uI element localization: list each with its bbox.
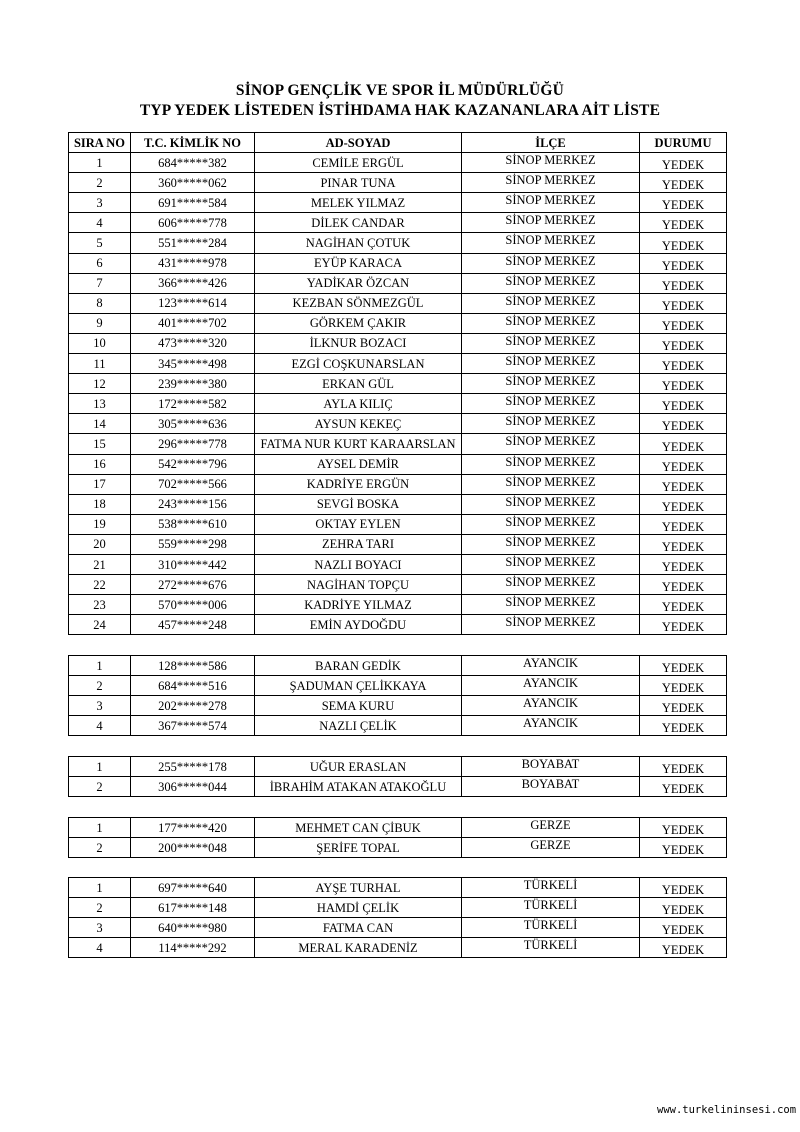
cell-ad-soyad: NAGİHAN ÇOTUK xyxy=(255,233,462,253)
table-row xyxy=(69,193,727,213)
table-row xyxy=(69,213,727,233)
cell-tc-kimlik-no: 128*****586 xyxy=(131,656,255,676)
cell-sira-no: 1 xyxy=(69,153,131,173)
cell-tc-kimlik-no: 542*****796 xyxy=(131,454,255,474)
cell-tc-kimlik-no: 551*****284 xyxy=(131,233,255,253)
table-ayancik xyxy=(68,655,727,736)
cell-durumu: YEDEK xyxy=(640,676,727,696)
cell-sira-no: 1 xyxy=(69,757,131,777)
cell-tc-kimlik-no: 702*****566 xyxy=(131,474,255,494)
cell-durumu: YEDEK xyxy=(640,716,727,736)
table-row xyxy=(69,354,727,374)
cell-durumu: YEDEK xyxy=(640,898,727,918)
cell-ad-soyad: EMİN AYDOĞDU xyxy=(255,615,462,635)
cell-ad-soyad: ŞERİFE TOPAL xyxy=(255,838,462,858)
header-sira-no: SIRA NO xyxy=(69,133,131,153)
cell-tc-kimlik-no: 239*****380 xyxy=(131,374,255,394)
cell-durumu: YEDEK xyxy=(640,615,727,635)
cell-sira-no: 2 xyxy=(69,173,131,193)
cell-tc-kimlik-no: 255*****178 xyxy=(131,757,255,777)
cell-durumu: YEDEK xyxy=(640,374,727,394)
cell-tc-kimlik-no: 360*****062 xyxy=(131,173,255,193)
cell-tc-kimlik-no: 401*****702 xyxy=(131,313,255,333)
document-title: SİNOP GENÇLİK VE SPOR İL MÜDÜRLÜĞÜ xyxy=(235,82,565,99)
cell-durumu: YEDEK xyxy=(640,534,727,554)
cell-tc-kimlik-no: 305*****636 xyxy=(131,414,255,434)
cell-sira-no: 4 xyxy=(69,213,131,233)
table-row xyxy=(69,153,727,173)
cell-ilce: SİNOP MERKEZ xyxy=(462,534,640,554)
cell-ad-soyad: KEZBAN SÖNMEZGÜL xyxy=(255,293,462,313)
cell-ad-soyad: CEMİLE ERGÜL xyxy=(255,153,462,173)
cell-durumu: YEDEK xyxy=(640,273,727,293)
cell-ilce: AYANCIK xyxy=(462,716,640,736)
cell-tc-kimlik-no: 306*****044 xyxy=(131,777,255,797)
cell-durumu: YEDEK xyxy=(640,293,727,313)
cell-sira-no: 19 xyxy=(69,514,131,534)
cell-ad-soyad: AYSUN KEKEÇ xyxy=(255,414,462,434)
header-row xyxy=(69,133,727,153)
cell-ilce: SİNOP MERKEZ xyxy=(462,153,640,173)
cell-durumu: YEDEK xyxy=(640,696,727,716)
cell-ilce: SİNOP MERKEZ xyxy=(462,615,640,635)
cell-ad-soyad: ŞADUMAN ÇELİKKAYA xyxy=(255,676,462,696)
header-tc-kimlik-no: T.C. KİMLİK NO xyxy=(131,133,255,153)
table-row xyxy=(69,273,727,293)
cell-durumu: YEDEK xyxy=(640,313,727,333)
cell-ad-soyad: MELEK YILMAZ xyxy=(255,193,462,213)
table-row xyxy=(69,595,727,615)
cell-tc-kimlik-no: 640*****980 xyxy=(131,918,255,938)
cell-sira-no: 2 xyxy=(69,838,131,858)
cell-ad-soyad: AYŞE TURHAL xyxy=(255,878,462,898)
cell-ilce: TÜRKELİ xyxy=(462,938,640,958)
table-row xyxy=(69,434,727,454)
cell-tc-kimlik-no: 177*****420 xyxy=(131,818,255,838)
cell-sira-no: 9 xyxy=(69,313,131,333)
cell-sira-no: 3 xyxy=(69,918,131,938)
cell-durumu: YEDEK xyxy=(640,514,727,534)
cell-sira-no: 18 xyxy=(69,494,131,514)
header-durumu: DURUMU xyxy=(640,133,727,153)
cell-sira-no: 2 xyxy=(69,777,131,797)
cell-ilce: SİNOP MERKEZ xyxy=(462,173,640,193)
table-row xyxy=(69,818,727,838)
cell-sira-no: 3 xyxy=(69,193,131,213)
table-turkeli xyxy=(68,877,727,958)
table-row xyxy=(69,777,727,797)
cell-tc-kimlik-no: 684*****516 xyxy=(131,676,255,696)
cell-ad-soyad: EYÜP KARACA xyxy=(255,253,462,273)
cell-ad-soyad: NAGİHAN TOPÇU xyxy=(255,575,462,595)
header-ilce: İLÇE xyxy=(462,133,640,153)
table-row xyxy=(69,938,727,958)
cell-tc-kimlik-no: 310*****442 xyxy=(131,554,255,574)
cell-ad-soyad: OKTAY EYLEN xyxy=(255,514,462,534)
cell-tc-kimlik-no: 296*****778 xyxy=(131,434,255,454)
cell-ad-soyad: KADRİYE ERGÜN xyxy=(255,474,462,494)
cell-ad-soyad: ZEHRA TARI xyxy=(255,534,462,554)
cell-tc-kimlik-no: 272*****676 xyxy=(131,575,255,595)
cell-durumu: YEDEK xyxy=(640,818,727,838)
cell-durumu: YEDEK xyxy=(640,494,727,514)
cell-ilce: BOYABAT xyxy=(462,777,640,797)
cell-ad-soyad: BARAN GEDİK xyxy=(255,656,462,676)
cell-sira-no: 14 xyxy=(69,414,131,434)
cell-ad-soyad: NAZLI ÇELİK xyxy=(255,716,462,736)
cell-durumu: YEDEK xyxy=(640,434,727,454)
cell-ilce: SİNOP MERKEZ xyxy=(462,434,640,454)
table-row xyxy=(69,173,727,193)
table-row xyxy=(69,474,727,494)
table-row xyxy=(69,696,727,716)
cell-sira-no: 6 xyxy=(69,253,131,273)
cell-ilce: AYANCIK xyxy=(462,656,640,676)
cell-ad-soyad: MERAL KARADENİZ xyxy=(255,938,462,958)
cell-sira-no: 1 xyxy=(69,818,131,838)
cell-sira-no: 24 xyxy=(69,615,131,635)
cell-durumu: YEDEK xyxy=(640,777,727,797)
cell-durumu: YEDEK xyxy=(640,595,727,615)
cell-ad-soyad: UĞUR ERASLAN xyxy=(255,757,462,777)
table-row xyxy=(69,494,727,514)
document-subtitle: TYP YEDEK LİSTEDEN İSTİHDAMA HAK KAZANANLARA AİT LİSTE xyxy=(139,102,661,119)
cell-sira-no: 13 xyxy=(69,394,131,414)
cell-ilce: SİNOP MERKEZ xyxy=(462,394,640,414)
cell-tc-kimlik-no: 367*****574 xyxy=(131,716,255,736)
cell-tc-kimlik-no: 538*****610 xyxy=(131,514,255,534)
cell-durumu: YEDEK xyxy=(640,394,727,414)
cell-tc-kimlik-no: 345*****498 xyxy=(131,354,255,374)
cell-sira-no: 16 xyxy=(69,454,131,474)
cell-durumu: YEDEK xyxy=(640,333,727,353)
cell-tc-kimlik-no: 457*****248 xyxy=(131,615,255,635)
cell-tc-kimlik-no: 172*****582 xyxy=(131,394,255,414)
cell-sira-no: 5 xyxy=(69,233,131,253)
cell-ilce: SİNOP MERKEZ xyxy=(462,414,640,434)
cell-sira-no: 3 xyxy=(69,696,131,716)
cell-durumu: YEDEK xyxy=(640,173,727,193)
cell-durumu: YEDEK xyxy=(640,838,727,858)
cell-durumu: YEDEK xyxy=(640,554,727,574)
cell-ad-soyad: FATMA CAN xyxy=(255,918,462,938)
cell-ilce: GERZE xyxy=(462,838,640,858)
cell-durumu: YEDEK xyxy=(640,193,727,213)
cell-ilce: SİNOP MERKEZ xyxy=(462,595,640,615)
cell-ad-soyad: AYSEL DEMİR xyxy=(255,454,462,474)
cell-tc-kimlik-no: 114*****292 xyxy=(131,938,255,958)
cell-ilce: TÜRKELİ xyxy=(462,878,640,898)
table-row xyxy=(69,253,727,273)
table-row xyxy=(69,676,727,696)
cell-ad-soyad: HAMDİ ÇELİK xyxy=(255,898,462,918)
table-row xyxy=(69,656,727,676)
cell-ad-soyad: NAZLI BOYACI xyxy=(255,554,462,574)
cell-sira-no: 4 xyxy=(69,938,131,958)
cell-durumu: YEDEK xyxy=(640,213,727,233)
cell-sira-no: 15 xyxy=(69,434,131,454)
table-row xyxy=(69,575,727,595)
table-boyabat xyxy=(68,756,727,797)
cell-durumu: YEDEK xyxy=(640,454,727,474)
cell-ad-soyad: AYLA KILIÇ xyxy=(255,394,462,414)
cell-ilce: SİNOP MERKEZ xyxy=(462,514,640,534)
table-row xyxy=(69,918,727,938)
cell-sira-no: 1 xyxy=(69,878,131,898)
cell-sira-no: 21 xyxy=(69,554,131,574)
cell-tc-kimlik-no: 570*****006 xyxy=(131,595,255,615)
cell-durumu: YEDEK xyxy=(640,757,727,777)
cell-tc-kimlik-no: 431*****978 xyxy=(131,253,255,273)
cell-ilce: SİNOP MERKEZ xyxy=(462,374,640,394)
table-row xyxy=(69,615,727,635)
cell-durumu: YEDEK xyxy=(640,253,727,273)
cell-ilce: TÜRKELİ xyxy=(462,898,640,918)
header-ad-soyad: AD-SOYAD xyxy=(255,133,462,153)
cell-ad-soyad: DİLEK CANDAR xyxy=(255,213,462,233)
cell-durumu: YEDEK xyxy=(640,153,727,173)
table-row xyxy=(69,293,727,313)
cell-ilce: SİNOP MERKEZ xyxy=(462,354,640,374)
cell-durumu: YEDEK xyxy=(640,878,727,898)
cell-sira-no: 2 xyxy=(69,676,131,696)
cell-tc-kimlik-no: 617*****148 xyxy=(131,898,255,918)
cell-durumu: YEDEK xyxy=(640,575,727,595)
table-row xyxy=(69,394,727,414)
cell-sira-no: 4 xyxy=(69,716,131,736)
cell-ilce: SİNOP MERKEZ xyxy=(462,273,640,293)
cell-ilce: SİNOP MERKEZ xyxy=(462,313,640,333)
cell-ilce: SİNOP MERKEZ xyxy=(462,554,640,574)
cell-ilce: SİNOP MERKEZ xyxy=(462,193,640,213)
cell-ad-soyad: KADRİYE YILMAZ xyxy=(255,595,462,615)
cell-ilce: SİNOP MERKEZ xyxy=(462,474,640,494)
cell-tc-kimlik-no: 202*****278 xyxy=(131,696,255,716)
cell-ilce: SİNOP MERKEZ xyxy=(462,253,640,273)
cell-ilce: AYANCIK xyxy=(462,696,640,716)
cell-tc-kimlik-no: 697*****640 xyxy=(131,878,255,898)
cell-ilce: BOYABAT xyxy=(462,757,640,777)
cell-tc-kimlik-no: 559*****298 xyxy=(131,534,255,554)
table-row xyxy=(69,233,727,253)
cell-durumu: YEDEK xyxy=(640,656,727,676)
table-row xyxy=(69,898,727,918)
cell-durumu: YEDEK xyxy=(640,414,727,434)
cell-ad-soyad: İLKNUR BOZACI xyxy=(255,333,462,353)
cell-ad-soyad: SEMA KURU xyxy=(255,696,462,716)
table-row xyxy=(69,514,727,534)
table-row xyxy=(69,757,727,777)
cell-ad-soyad: SEVGİ BOSKA xyxy=(255,494,462,514)
cell-ilce: GERZE xyxy=(462,818,640,838)
cell-durumu: YEDEK xyxy=(640,233,727,253)
cell-sira-no: 10 xyxy=(69,333,131,353)
cell-ad-soyad: EZGİ COŞKUNARSLAN xyxy=(255,354,462,374)
cell-ilce: AYANCIK xyxy=(462,676,640,696)
cell-ilce: SİNOP MERKEZ xyxy=(462,293,640,313)
cell-ilce: SİNOP MERKEZ xyxy=(462,213,640,233)
table-row xyxy=(69,838,727,858)
website-watermark: www.turkelininsesi.com xyxy=(657,1104,797,1116)
cell-tc-kimlik-no: 366*****426 xyxy=(131,273,255,293)
table-row xyxy=(69,414,727,434)
cell-durumu: YEDEK xyxy=(640,918,727,938)
cell-ad-soyad: FATMA NUR KURT KARAARSLAN xyxy=(255,434,462,454)
cell-sira-no: 22 xyxy=(69,575,131,595)
cell-sira-no: 11 xyxy=(69,354,131,374)
table-row xyxy=(69,313,727,333)
cell-ilce: SİNOP MERKEZ xyxy=(462,333,640,353)
cell-tc-kimlik-no: 691*****584 xyxy=(131,193,255,213)
table-row xyxy=(69,534,727,554)
table-row xyxy=(69,374,727,394)
table-row xyxy=(69,716,727,736)
cell-ilce: SİNOP MERKEZ xyxy=(462,454,640,474)
table-row xyxy=(69,554,727,574)
cell-ad-soyad: İBRAHİM ATAKAN ATAKOĞLU xyxy=(255,777,462,797)
cell-sira-no: 17 xyxy=(69,474,131,494)
cell-durumu: YEDEK xyxy=(640,938,727,958)
cell-ad-soyad: GÖRKEM ÇAKIR xyxy=(255,313,462,333)
cell-ad-soyad: PINAR TUNA xyxy=(255,173,462,193)
table-row xyxy=(69,454,727,474)
cell-tc-kimlik-no: 473*****320 xyxy=(131,333,255,353)
table-row xyxy=(69,878,727,898)
cell-ad-soyad: ERKAN GÜL xyxy=(255,374,462,394)
cell-tc-kimlik-no: 684*****382 xyxy=(131,153,255,173)
cell-ilce: SİNOP MERKEZ xyxy=(462,233,640,253)
cell-durumu: YEDEK xyxy=(640,354,727,374)
cell-ilce: TÜRKELİ xyxy=(462,918,640,938)
cell-sira-no: 23 xyxy=(69,595,131,615)
cell-tc-kimlik-no: 123*****614 xyxy=(131,293,255,313)
cell-tc-kimlik-no: 243*****156 xyxy=(131,494,255,514)
table-row xyxy=(69,333,727,353)
cell-tc-kimlik-no: 606*****778 xyxy=(131,213,255,233)
cell-ilce: SİNOP MERKEZ xyxy=(462,575,640,595)
cell-tc-kimlik-no: 200*****048 xyxy=(131,838,255,858)
table-gerze xyxy=(68,817,727,858)
table-sinop-merkez xyxy=(68,132,727,635)
cell-sira-no: 2 xyxy=(69,898,131,918)
cell-ad-soyad: MEHMET CAN ÇİBUK xyxy=(255,818,462,838)
cell-durumu: YEDEK xyxy=(640,474,727,494)
cell-sira-no: 7 xyxy=(69,273,131,293)
cell-sira-no: 12 xyxy=(69,374,131,394)
cell-sira-no: 1 xyxy=(69,656,131,676)
cell-ilce: SİNOP MERKEZ xyxy=(462,494,640,514)
cell-sira-no: 8 xyxy=(69,293,131,313)
cell-sira-no: 20 xyxy=(69,534,131,554)
cell-ad-soyad: YADİKAR ÖZCAN xyxy=(255,273,462,293)
